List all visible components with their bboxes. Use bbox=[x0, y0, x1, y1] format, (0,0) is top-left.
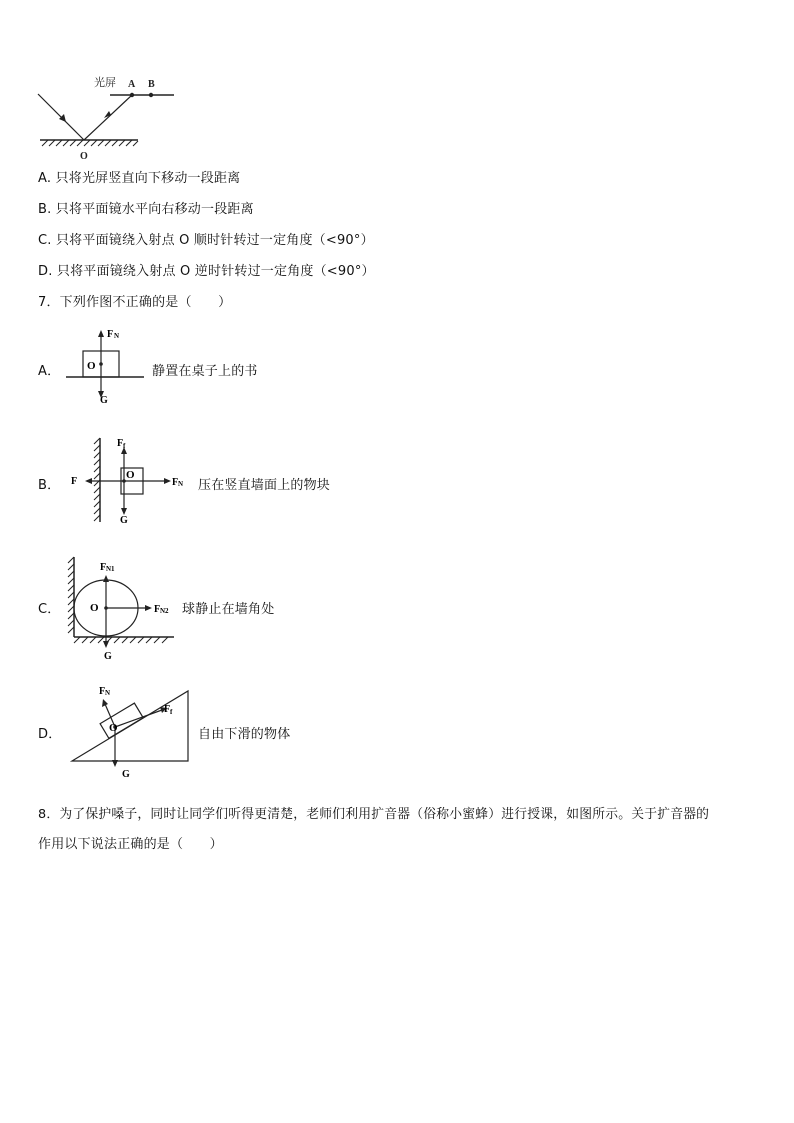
q7-a-o: O bbox=[87, 360, 96, 372]
q7-c-o: O bbox=[90, 602, 99, 614]
q7-option-d-caption: 自由下滑的物体 bbox=[198, 727, 291, 742]
option-text: 只将平面镜水平向右移动一段距离 bbox=[55, 202, 254, 217]
q7-d-o: O bbox=[109, 722, 118, 734]
q6-option-b bbox=[38, 198, 254, 217]
q7-option-a-letter: A． bbox=[38, 364, 61, 379]
q7-d-g: G bbox=[122, 769, 130, 780]
q7-stem: 7．下列作图不正确的是（ ） bbox=[38, 295, 232, 310]
q7-d-ft-sub: f bbox=[170, 708, 173, 716]
q7-c-fn1-sub: N1 bbox=[106, 565, 115, 573]
option-letter: B. bbox=[38, 202, 52, 217]
q7-option-a-caption: 静置在桌子上的书 bbox=[152, 364, 258, 379]
q7-d-diagram bbox=[68, 682, 194, 782]
option-text: 只将光屏竖直向下移动一段距离 bbox=[55, 171, 241, 186]
q7-option-b-letter: B． bbox=[38, 478, 61, 493]
q7-option-c-caption: 球静止在墙角处 bbox=[182, 602, 275, 617]
option-text: 只将平面镜绕入射点 O 逆时针转过一定角度（<90°） bbox=[56, 264, 375, 279]
q7-option-b-caption: 压在竖直墙面上的物块 bbox=[198, 478, 331, 493]
q7-b-fn: F bbox=[172, 477, 179, 488]
q7-b-ft-sub: f bbox=[123, 442, 126, 450]
q7-c-fn2: F bbox=[154, 604, 161, 615]
q7-c-fn2-sub: N2 bbox=[160, 607, 169, 615]
q6-screen-label: 光屏 bbox=[94, 77, 116, 89]
q7-b-diagram bbox=[66, 434, 196, 526]
q8-stem-line2: 作用以下说法正确的是（ ） bbox=[38, 837, 223, 852]
q7-option-d-letter: D． bbox=[38, 727, 62, 742]
q6-point-b: B bbox=[148, 79, 155, 90]
q7-d-fn-sub: N bbox=[105, 689, 111, 697]
option-letter: A. bbox=[38, 171, 52, 186]
q7-b-f: F bbox=[71, 476, 78, 487]
option-text: 只将平面镜绕入射点 O 顺时针转过一定角度（<90°） bbox=[55, 233, 374, 248]
q6-point-a: A bbox=[128, 79, 136, 90]
q6-reflection-figure bbox=[30, 70, 190, 165]
q7-a-diagram bbox=[62, 325, 152, 405]
q7-b-o: O bbox=[126, 469, 135, 481]
q7-d-ft: F bbox=[164, 704, 171, 715]
q7-b-fn-sub: N bbox=[178, 480, 184, 488]
q7-b-ft: F bbox=[117, 438, 124, 449]
q7-d-fn: F bbox=[99, 686, 106, 697]
q6-option-c bbox=[38, 229, 374, 248]
q7-a-fn-sub: N bbox=[114, 332, 120, 340]
q7-c-diagram bbox=[62, 553, 182, 663]
q7-c-g: G bbox=[104, 651, 112, 662]
option-letter: C. bbox=[38, 233, 52, 248]
q7-c-fn1: F bbox=[100, 562, 107, 573]
q8-stem-line1: 8．为了保护嗓子，同时让同学们听得更清楚，老师们利用扩音器（俗称小蜜蜂）进行授课，如图所示。关于扩音器的 bbox=[38, 807, 710, 822]
q7-option-c-letter: C． bbox=[38, 602, 61, 617]
q7-a-g: G bbox=[100, 395, 108, 405]
q7-a-fn: F bbox=[107, 329, 114, 340]
q7-b-g: G bbox=[120, 515, 128, 526]
q6-option-d bbox=[38, 260, 375, 279]
q6-option-a bbox=[38, 167, 240, 186]
q6-point-o: O bbox=[80, 151, 88, 162]
option-letter: D. bbox=[38, 264, 53, 279]
